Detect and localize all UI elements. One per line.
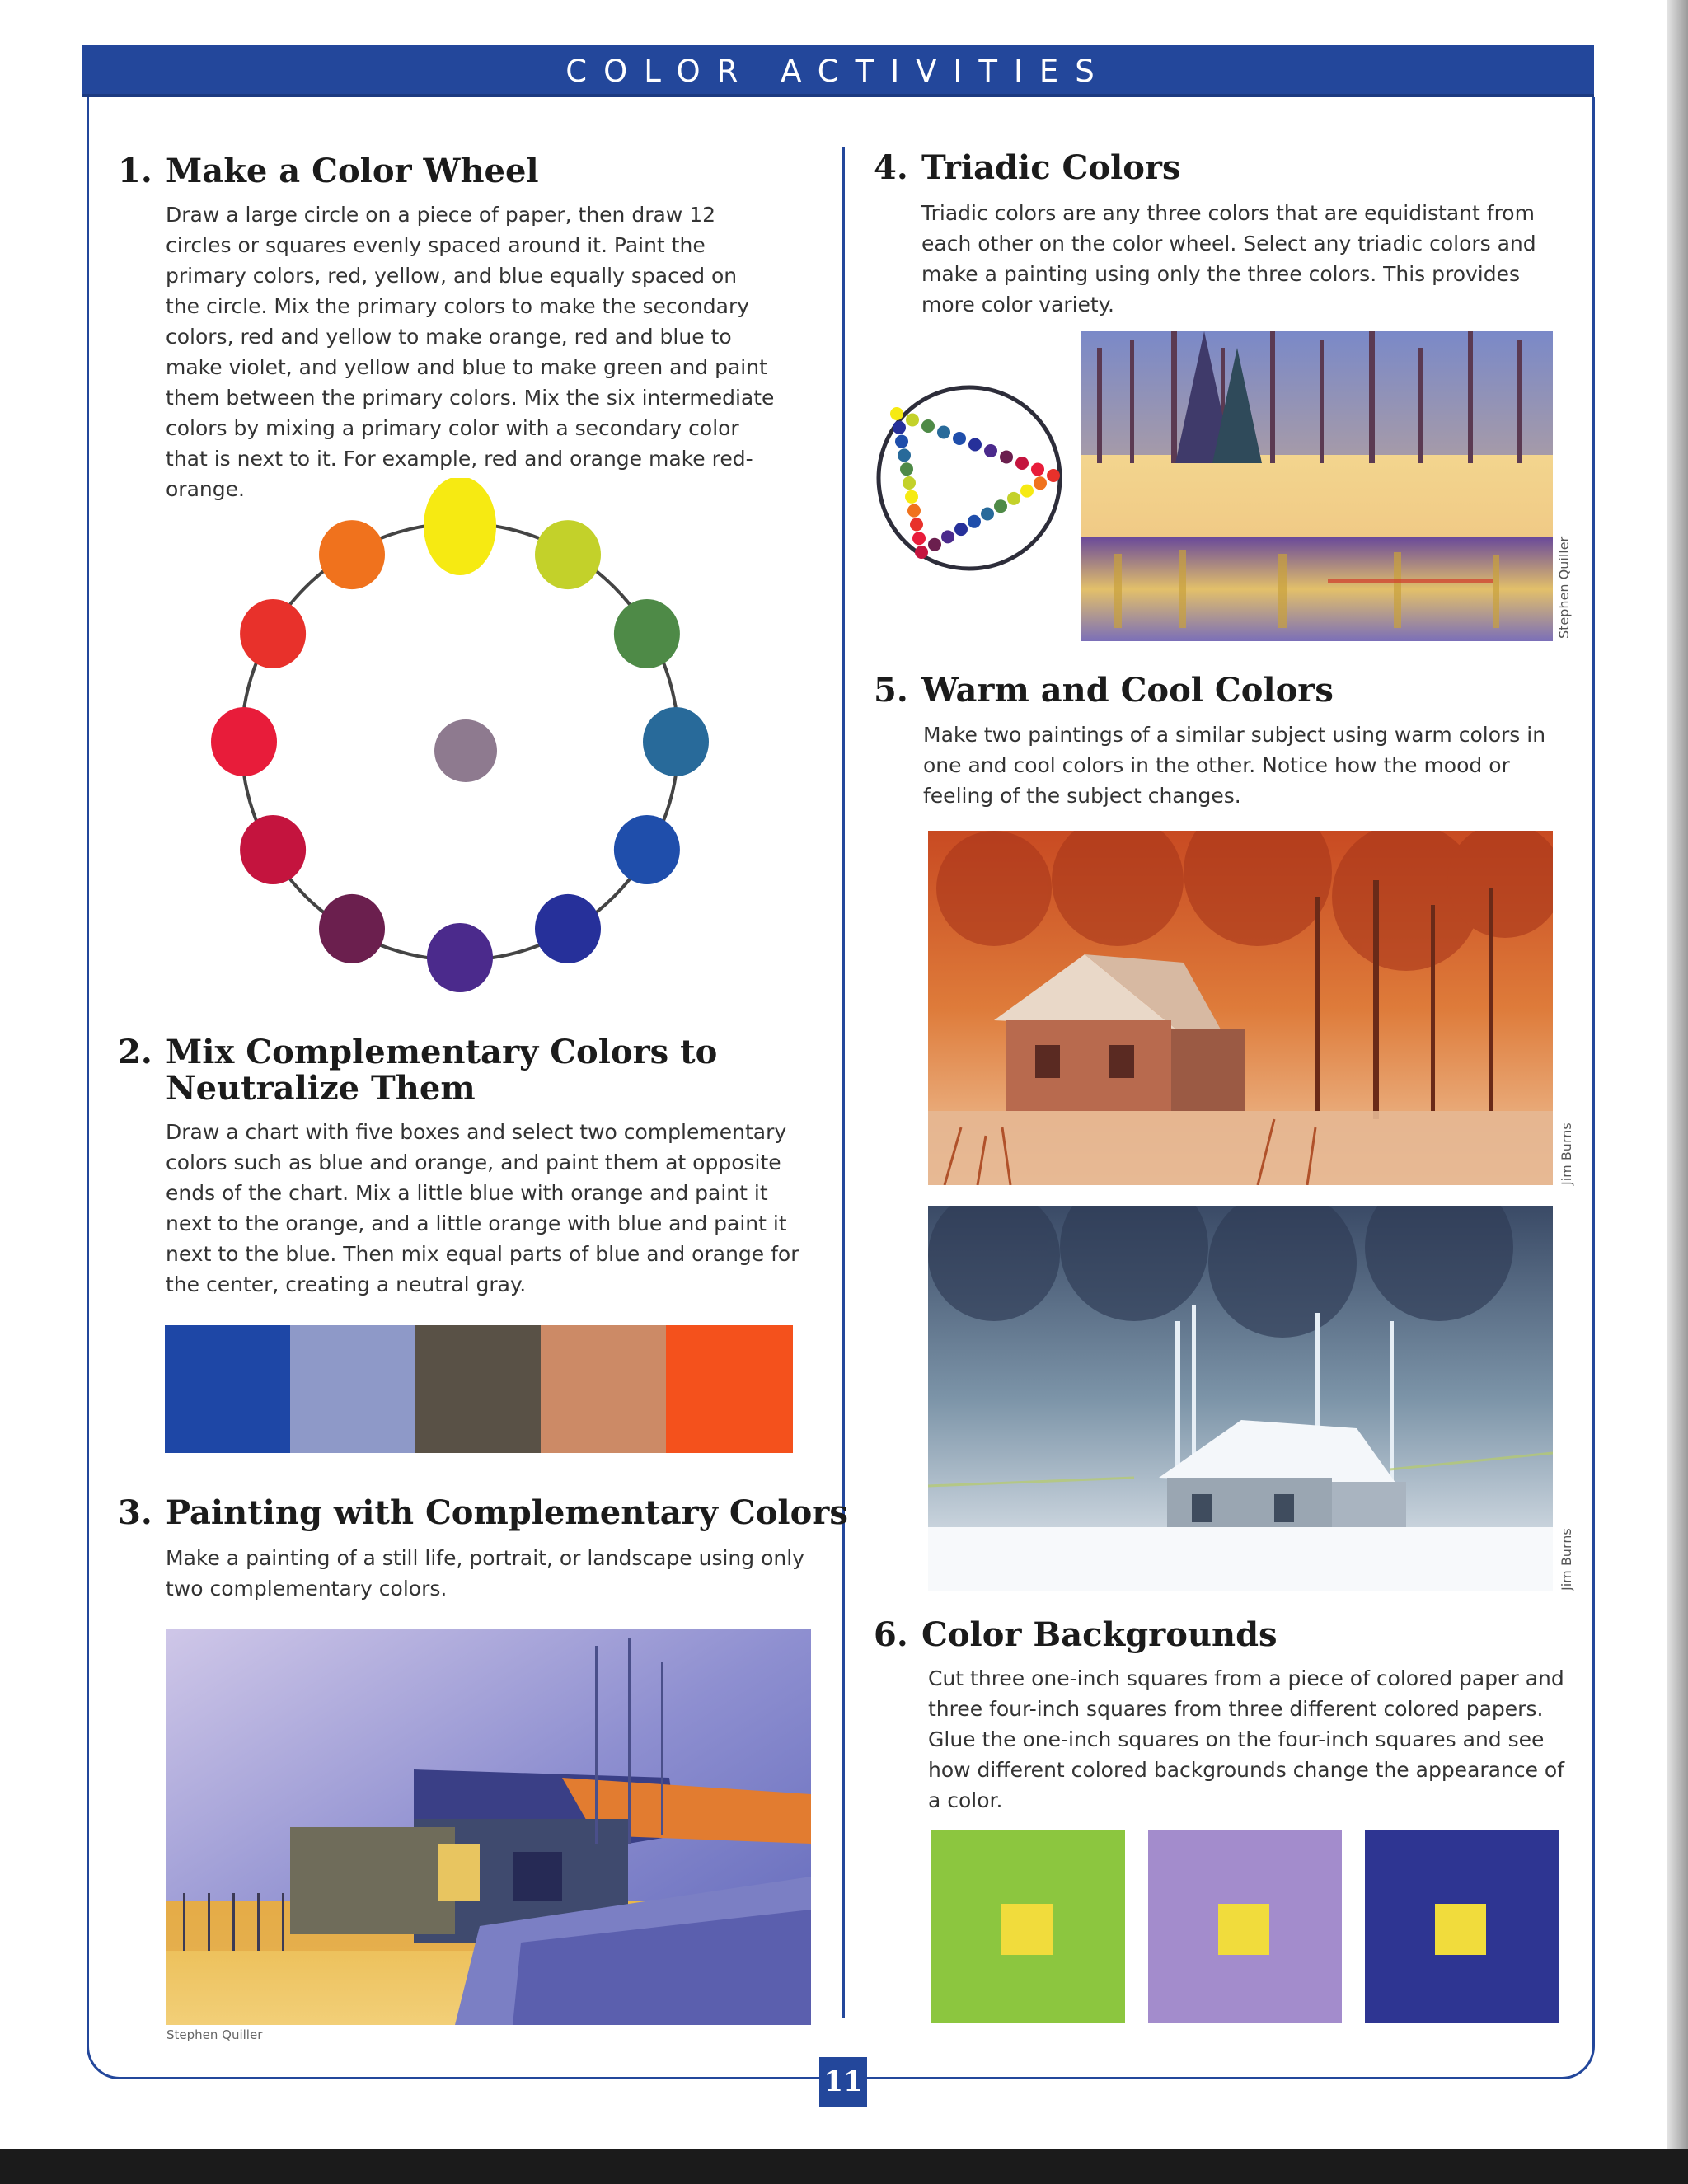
- triad-color-dot: [905, 490, 918, 504]
- section-4-title: 4. Triadic Colors: [874, 148, 1181, 187]
- triad-color-dot: [994, 499, 1007, 513]
- triadic-wheel-diagram: [872, 381, 1067, 575]
- header-title: COLOR ACTIVITIES: [565, 53, 1111, 89]
- section-1-body: Draw a large circle on a piece of paper, then draw 12 circles or squares evenly spaced around it. Paint the primary colors, red, yellow, and blue equally spaced on the circle. Mix the primary colors to make the secondary colors, red and yellow to make orange, red and blue to make violet, and yellow and blue to make green and paint them between the primary colors. Mix the six intermediate colors by mixing a primary color with a secondary color that is next to it. For example, red and orange make red-orange.: [166, 203, 775, 501]
- section-3-body: Make a painting of a still life, portrait, or landscape using only two complementary colors.: [166, 1546, 804, 1601]
- section-4-body: Triadic colors are any three colors that are equidistant from each other on the color wheel. Select any triadic colors and make a painting using only the three colors. This provides more color variety.: [921, 201, 1536, 316]
- triad-color-dot: [1020, 485, 1034, 498]
- wheel-center-dot: [434, 719, 497, 782]
- section-3-credit: Stephen Quiller: [166, 2027, 263, 2042]
- column-divider: [842, 147, 845, 2018]
- wheel-color-dot: [427, 923, 493, 992]
- triad-color-dot: [890, 407, 903, 420]
- wheel-color-dot: [643, 707, 709, 776]
- one-inch-square: [1218, 1904, 1269, 1955]
- triad-color-dot: [953, 432, 966, 445]
- neutralize-chart-box: [666, 1325, 793, 1453]
- triad-color-dot: [910, 518, 923, 531]
- wheel-color-dot: [614, 599, 680, 668]
- triad-color-dot: [1015, 457, 1029, 470]
- triad-color-dot: [895, 435, 908, 448]
- triad-color-dot: [900, 462, 913, 476]
- triad-color-dot: [981, 508, 994, 521]
- triad-color-dot: [921, 419, 935, 433]
- neutralize-chart-box: [290, 1325, 417, 1453]
- neutralize-chart-box: [415, 1325, 542, 1453]
- neutralize-chart-box: [165, 1325, 292, 1453]
- triad-color-dot: [893, 421, 906, 434]
- section-4-credit: Stephen Quiller: [1556, 536, 1572, 639]
- wheel-color-dot: [424, 478, 496, 575]
- triad-color-dot: [1000, 451, 1013, 464]
- section-5-credit-cool: Jim Burns: [1559, 1528, 1574, 1591]
- wheel-color-dot: [319, 894, 385, 963]
- triad-color-dot: [1047, 469, 1060, 482]
- page-number: 11: [819, 2057, 867, 2107]
- wheel-color-dot: [614, 815, 680, 884]
- page-header: [82, 45, 1594, 97]
- triad-color-dot: [968, 438, 982, 452]
- triad-color-dot: [907, 504, 921, 518]
- triadic-painting-image: [1081, 331, 1553, 641]
- wheel-color-dot: [319, 520, 385, 589]
- cool-colors-painting-image: [928, 1206, 1553, 1591]
- triad-color-dot: [1007, 492, 1020, 505]
- section-3-title: 3. Painting with Complementary Colors: [118, 1493, 848, 1532]
- wheel-color-dot: [240, 599, 306, 668]
- wheel-color-dot: [535, 894, 601, 963]
- neutralize-chart-box: [541, 1325, 668, 1453]
- wheel-color-dot: [240, 815, 306, 884]
- color-wheel-figure: [198, 478, 725, 1005]
- triad-color-dot: [898, 448, 911, 462]
- section-6-body: Cut three one-inch squares from a piece of colored paper and three four-inch squares from three different colored papers. Glue the one-inch squares on the four-inch squares and see how different colored backgrounds change the appearance of a color.: [928, 1666, 1564, 1812]
- one-inch-square: [1001, 1904, 1053, 1955]
- wheel-color-dot: [535, 520, 601, 589]
- triad-color-dot: [1031, 463, 1044, 476]
- section-5-credit-warm: Jim Burns: [1559, 1122, 1574, 1185]
- section-5-title: 5. Warm and Cool Colors: [874, 671, 1334, 710]
- triad-color-dot: [928, 538, 941, 551]
- triad-color-dot: [906, 414, 919, 427]
- background-square: [1148, 1830, 1342, 2023]
- one-inch-square: [1435, 1904, 1486, 1955]
- complementary-painting-image: [166, 1629, 811, 2025]
- triad-color-dot: [915, 546, 928, 559]
- section-6-title: 6. Color Backgrounds: [874, 1615, 1278, 1654]
- warm-colors-painting-image: [928, 831, 1553, 1185]
- scan-bottom-edge: [0, 2149, 1688, 2184]
- section-1-title: 1. Make a Color Wheel: [118, 152, 539, 190]
- triad-color-dot: [937, 426, 950, 439]
- triad-color-dot: [1034, 476, 1047, 490]
- page-edge-shadow: [1667, 0, 1688, 2184]
- triad-color-dot: [941, 530, 954, 543]
- triad-color-dot: [968, 515, 981, 528]
- section-2-body: Draw a chart with five boxes and select two complementary colors such as blue and orange, and paint them at opposite ends of the chart. Mix a little blue with orange and paint it next to the orange, and a little orange with blue and paint it next to the blue. Then mix equal parts of blue and orange for the center, creating a neutral gray.: [166, 1120, 799, 1296]
- section-2-title: 2. Mix Complementary Colors to Neutralize Them: [118, 1033, 718, 1108]
- section-5-body: Make two paintings of a similar subject using warm colors in one and cool colors in the other. Notice how the mood or feeling of the subject changes.: [923, 723, 1546, 808]
- triad-color-dot: [954, 523, 968, 536]
- background-square: [1365, 1830, 1559, 2023]
- triad-color-dot: [912, 532, 926, 545]
- background-square: [931, 1830, 1125, 2023]
- triad-color-dot: [903, 476, 916, 490]
- triad-color-dot: [984, 444, 997, 457]
- wheel-color-dot: [211, 707, 277, 776]
